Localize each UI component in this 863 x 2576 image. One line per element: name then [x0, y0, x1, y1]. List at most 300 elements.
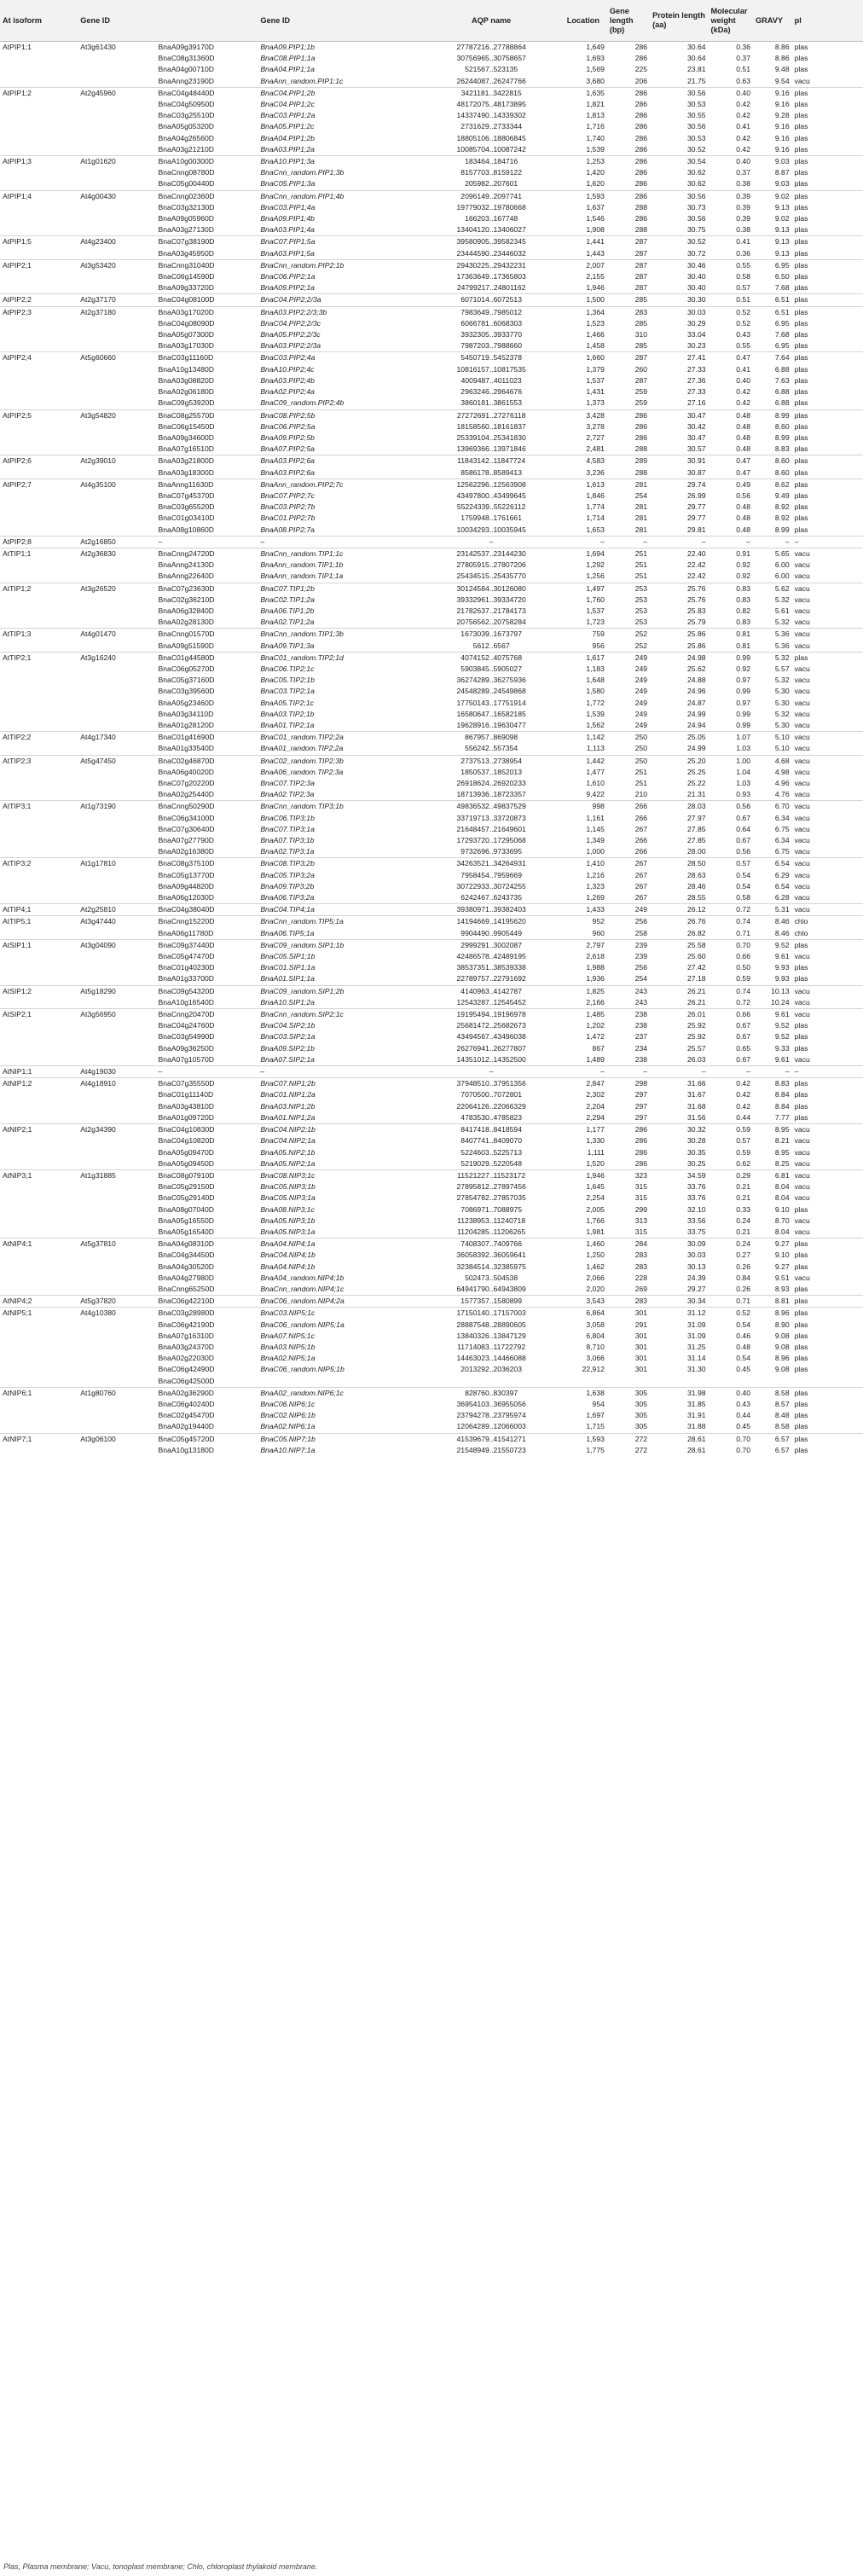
cell-bnapus-gene-id: BnaC06g42490D — [158, 1365, 215, 1374]
cell-aqp-name: BnaA05.PIP2;2/3c — [260, 330, 321, 339]
cell-bnapus-gene-id: BnaC05g00440D — [158, 179, 215, 189]
table-row — [0, 444, 863, 455]
cell-at-isoform — [0, 641, 78, 653]
col-header-aqp-name: Gene ID — [258, 0, 418, 42]
cell-protein-length: 251 — [634, 571, 648, 581]
cell-gene-id: At2g37170 — [78, 294, 155, 306]
cell-at-isoform — [0, 375, 78, 386]
cell-pi: 9.02 — [753, 190, 792, 202]
cell-gene-id — [78, 248, 155, 260]
cell-at-isoform: AtTIP2;3 — [0, 755, 78, 767]
cell-location: 17750143..17751914 — [456, 698, 526, 707]
cell-gene-length: 2,254 — [586, 1193, 605, 1203]
cell-localization: plas — [794, 467, 808, 477]
cell-molecular-weight: 30.56 — [650, 190, 708, 202]
cell-pi: 8.93 — [774, 1284, 790, 1293]
cell-aqp-name — [258, 1376, 418, 1388]
cell-pi: 6.75 — [774, 824, 790, 833]
cell-location: 2096149..2097741 — [419, 190, 565, 202]
cell-aqp-name: BnaC04.NIP2;1b — [258, 1124, 418, 1136]
cell-gravy: 0.21 — [736, 1227, 750, 1236]
cell-bnapus-gene-id: BnaA05g09470D — [158, 1147, 214, 1157]
cell-gene-id: At3g61430 — [80, 43, 116, 51]
cell-location: 13404120..13406027 — [456, 225, 526, 235]
cell-gravy: 1.03 — [736, 744, 750, 753]
cell-location: 41539679..41541271 — [419, 1433, 565, 1445]
table-row — [0, 502, 863, 513]
cell-gene-length: 1,645 — [586, 1182, 605, 1192]
cell-protein-length: 301 — [634, 1342, 648, 1351]
cell-gene-length: 1,523 — [586, 318, 605, 328]
cell-molecular-weight: 29.77 — [687, 513, 706, 523]
cell-gene-length: 1,269 — [586, 893, 605, 902]
cell-gravy: 0.45 — [736, 1365, 750, 1374]
table-row — [0, 916, 863, 928]
cell-gene-id — [78, 1342, 155, 1353]
cell-at-isoform — [0, 1031, 78, 1042]
cell-at-isoform — [0, 167, 78, 178]
cell-bnapus-gene-id: BnaA05g23460D — [158, 698, 214, 707]
table-row — [0, 42, 863, 54]
cell-pi: 9.52 — [774, 1021, 790, 1030]
table-header — [0, 0, 863, 42]
cell-gene-id: At3g53420 — [78, 259, 155, 271]
cell-molecular-weight: 26.21 — [650, 985, 708, 997]
cell-gene-length: 2,005 — [586, 1204, 605, 1214]
cell-gravy: 1.04 — [736, 767, 750, 776]
table-row — [0, 64, 863, 75]
cell-gene-id: At2g37180 — [78, 306, 155, 318]
cell-gene-id — [78, 432, 155, 444]
cell-localization: vacu — [794, 1215, 810, 1225]
table-row — [0, 985, 863, 997]
cell-molecular-weight: – — [650, 1066, 708, 1078]
cell-molecular-weight: 30.13 — [687, 1262, 706, 1271]
cell-aqp-name: BnaA03.PIP1;5a — [260, 248, 315, 258]
cell-aqp-name: BnaC06_random.NIP4;2a — [258, 1296, 418, 1308]
cell-pi: 6.57 — [753, 1433, 792, 1445]
table-row — [0, 352, 863, 364]
cell-protein-length: 285 — [634, 318, 648, 328]
cell-gene-length: 1,497 — [565, 583, 607, 595]
cell-localization: vacu — [792, 1124, 863, 1136]
cell-gene-id — [78, 490, 155, 502]
cell-pi: – — [753, 536, 792, 548]
cell-bnapus-gene-id: BnaC07g45370D — [158, 490, 215, 500]
cell-bnapus-gene-id: BnaC03g54990D — [158, 1032, 215, 1041]
cell-bnapus-gene-id: BnaAnng23190D — [158, 76, 214, 85]
cell-protein-length: 259 — [634, 398, 648, 408]
cell-protein-length: 301 — [634, 1354, 648, 1363]
cell-molecular-weight: 30.47 — [650, 409, 708, 421]
cell-location: 36954103..36955056 — [456, 1399, 526, 1408]
cell-pi: 5.32 — [774, 709, 790, 718]
cell-protein-length: 250 — [634, 744, 648, 753]
cell-gene-id — [78, 1043, 155, 1054]
cell-protein-length: 283 — [634, 1250, 648, 1260]
cell-localization: plas — [794, 1032, 808, 1041]
cell-gene-id — [78, 397, 155, 409]
cell-protein-length: 256 — [634, 963, 648, 972]
cell-localization: chlo — [792, 916, 863, 928]
cell-localization: plas — [794, 65, 808, 74]
table-row — [0, 409, 863, 421]
cell-localization: plas — [794, 1250, 808, 1260]
table-row — [0, 1421, 863, 1433]
cell-location: 19779032..19780668 — [456, 202, 526, 212]
cell-at-isoform — [0, 271, 78, 282]
cell-aqp-name: BnaA05.NIP3;1a — [260, 1227, 316, 1236]
cell-localization: plas — [794, 444, 808, 454]
cell-gravy: 0.92 — [736, 560, 750, 570]
cell-gene-id — [78, 144, 155, 156]
cell-bnapus-gene-id: BnaC07g38190D — [156, 236, 258, 248]
cell-gene-id — [78, 892, 155, 904]
cell-gene-length: 1,373 — [586, 398, 605, 408]
cell-localization: plas — [794, 387, 808, 397]
cell-aqp-name: BnaA08.PIP2;7a — [260, 525, 315, 534]
cell-gene-id: At1g80760 — [78, 1387, 155, 1399]
table-row — [0, 1101, 863, 1112]
cell-localization: plas — [794, 111, 808, 120]
cell-pi: 9.03 — [774, 179, 790, 189]
cell-gravy: 0.99 — [709, 652, 753, 664]
cell-location: 9732696..9733695 — [460, 847, 522, 856]
cell-localization: plas — [794, 248, 808, 258]
cell-location: 29430225..29432231 — [419, 259, 565, 271]
cell-molecular-weight: 25.22 — [687, 779, 706, 787]
cell-gene-length: 1,379 — [586, 364, 605, 374]
cell-molecular-weight: 25.60 — [687, 952, 706, 961]
cell-aqp-name: BnaA06.TIP3;2a — [260, 893, 315, 902]
cell-localization: vacu — [794, 1227, 810, 1236]
cell-location: 10085704..10087242 — [456, 144, 526, 154]
cell-bnapus-gene-id: BnaC05g29150D — [158, 1182, 215, 1192]
cell-gene-length: 952 — [565, 916, 607, 928]
cell-localization: vacu — [792, 985, 863, 997]
cell-pi: 6.88 — [774, 364, 790, 374]
cell-localization: vacu — [794, 1147, 810, 1157]
cell-aqp-name: BnaA06.TIP5;1a — [260, 928, 315, 937]
cell-gene-length: 1,936 — [586, 974, 605, 983]
cell-pi: 9.16 — [774, 144, 790, 154]
cell-molecular-weight: 31.09 — [687, 1331, 706, 1340]
cell-protein-length: 249 — [634, 676, 648, 685]
cell-gene-length: 1,485 — [565, 1009, 607, 1021]
cell-molecular-weight: 30.34 — [650, 1296, 708, 1308]
cell-localization: plas — [794, 432, 808, 442]
cell-molecular-weight: 28.46 — [687, 881, 706, 891]
cell-gene-id: At5g37810 — [78, 1239, 155, 1250]
cell-at-isoform: AtPIP1;3 — [0, 156, 78, 168]
cell-bnapus-gene-id: BnaAnng11630D — [156, 479, 258, 490]
cell-aqp-name: BnaA03.PIP2;6a — [258, 455, 418, 467]
cell-protein-length: 269 — [634, 1284, 648, 1293]
cell-pi: 6.29 — [774, 870, 790, 879]
cell-protein-length: 243 — [607, 985, 650, 997]
cell-gene-length: 1,946 — [565, 1169, 607, 1181]
cell-localization: – — [792, 1066, 863, 1078]
cell-gene-id — [78, 835, 155, 846]
cell-localization: vacu — [794, 720, 810, 729]
cell-pi: 9.13 — [774, 248, 790, 258]
cell-molecular-weight: 25.76 — [687, 595, 706, 604]
cell-gravy: 0.81 — [709, 629, 753, 641]
cell-molecular-weight: 23.81 — [687, 65, 706, 74]
cell-protein-length: 238 — [634, 1021, 648, 1030]
table-row — [0, 641, 863, 653]
cell-location: 19628916..19630477 — [456, 720, 526, 729]
cell-location: 14463023..14466088 — [456, 1354, 526, 1363]
cell-at-isoform — [0, 1192, 78, 1204]
table-row — [0, 1353, 863, 1364]
cell-localization: vacu — [794, 813, 810, 822]
table-row — [0, 548, 863, 560]
cell-bnapus-gene-id: BnaA07g16510D — [158, 444, 214, 454]
cell-pi: 8.83 — [753, 1078, 792, 1090]
cell-gene-id — [78, 1215, 155, 1227]
cell-protein-length: 253 — [607, 583, 650, 595]
cell-gene-id — [78, 1181, 155, 1192]
cell-bnapus-gene-id: BnaCnng08780D — [158, 168, 215, 177]
cell-bnapus-gene-id: BnaA08g07040D — [158, 1204, 214, 1214]
cell-localization: vacu — [794, 560, 810, 570]
cell-localization: vacu — [794, 618, 810, 627]
cell-localization: vacu — [794, 847, 810, 856]
cell-bnapus-gene-id: BnaC05g45720D — [156, 1433, 258, 1445]
cell-gene-id — [78, 213, 155, 224]
cell-bnapus-gene-id: BnaC06g42210D — [156, 1296, 258, 1308]
cell-molecular-weight: 30.32 — [650, 1124, 708, 1136]
cell-localization: plas — [794, 1331, 808, 1340]
cell-location: 18713936..18723357 — [456, 790, 526, 799]
cell-location: 19195494..19196978 — [419, 1009, 565, 1021]
cell-protein-length: 210 — [634, 790, 648, 799]
cell-molecular-weight: 30.64 — [687, 43, 706, 51]
col-header-gene-length: Location — [565, 0, 607, 42]
cell-protein-length: 286 — [634, 179, 648, 189]
cell-location: 11714083..11722792 — [457, 1342, 526, 1351]
cell-gravy: 0.84 — [736, 1273, 750, 1282]
cell-pi: 6.95 — [774, 318, 790, 328]
cell-at-isoform — [0, 973, 78, 985]
cell-gravy: 0.97 — [736, 676, 750, 685]
cell-gene-length: 6,804 — [586, 1331, 605, 1340]
cell-gravy: 0.46 — [736, 1331, 750, 1340]
cell-aqp-name: BnaCnn_random.PIP1;3b — [260, 168, 345, 177]
cell-gravy: 0.81 — [736, 641, 750, 650]
cell-at-isoform: AtNIP1;2 — [0, 1078, 78, 1090]
cell-localization: plas — [794, 364, 808, 374]
cell-localization: plas — [794, 133, 808, 142]
cell-protein-length: 249 — [634, 687, 648, 696]
cell-pi: 6.34 — [774, 813, 790, 822]
cell-gravy: 0.74 — [709, 985, 753, 997]
cell-protein-length: 281 — [634, 525, 648, 534]
cell-at-isoform — [0, 224, 78, 236]
cell-bnapus-gene-id: BnaC02g46870D — [156, 755, 258, 767]
cell-gravy: 0.74 — [709, 916, 753, 928]
cell-pi: 5.32 — [774, 595, 790, 604]
cell-at-isoform: AtTIP1;1 — [0, 548, 78, 560]
cell-location: 6066781..6068303 — [460, 318, 522, 328]
cell-at-isoform: AtPIP2;7 — [0, 479, 78, 490]
cell-aqp-name: BnaC06.PIP2;1a — [260, 272, 316, 281]
cell-localization: plas — [794, 1262, 808, 1271]
cell-aqp-name: BnaA02.NIP6;1a — [260, 1422, 316, 1431]
cell-bnapus-gene-id: BnaA10g13480D — [158, 364, 214, 374]
cell-gene-id — [78, 1135, 155, 1146]
cell-gene-id — [78, 664, 155, 675]
cell-molecular-weight: 30.03 — [687, 1250, 706, 1260]
cell-pi: 9.48 — [774, 65, 790, 74]
table-row — [0, 178, 863, 190]
cell-at-isoform — [0, 1410, 78, 1421]
cell-localization: plas — [794, 1411, 808, 1420]
cell-protein-length: 266 — [634, 836, 648, 845]
cell-bnapus-gene-id: BnaC08g07910D — [156, 1169, 258, 1181]
cell-protein-length: 286 — [634, 111, 648, 120]
cell-protein-length: – — [607, 1066, 650, 1078]
cell-localization: plas — [792, 1387, 863, 1399]
cell-bnapus-gene-id: BnaAnng22640D — [158, 571, 214, 581]
cell-molecular-weight: 28.50 — [650, 858, 708, 870]
cell-protein-length: 249 — [634, 698, 648, 707]
cell-localization: plas — [792, 294, 863, 306]
cell-at-isoform — [0, 813, 78, 824]
cell-location: 6071014..6072513 — [419, 294, 565, 306]
cell-molecular-weight: 30.75 — [687, 225, 706, 235]
cell-aqp-name: BnaA04.PIP1;2b — [260, 133, 315, 142]
cell-gravy: 0.55 — [709, 259, 753, 271]
cell-molecular-weight: 28.63 — [687, 870, 706, 879]
cell-pi: 8.87 — [774, 168, 790, 177]
cell-gene-length: 6,864 — [565, 1308, 607, 1320]
cell-gravy: 0.36 — [736, 248, 750, 258]
cell-gene-length: 1,292 — [586, 560, 605, 570]
cell-protein-length: 256 — [607, 916, 650, 928]
cell-gene-length: 1,638 — [565, 1387, 607, 1399]
cell-at-isoform — [0, 606, 78, 617]
cell-localization: vacu — [792, 904, 863, 916]
cell-aqp-name: BnaA04.PIP1;1a — [260, 65, 315, 74]
cell-location: 4009487..4011023 — [460, 375, 522, 385]
cell-aqp-name: BnaA10.SIP1;2a — [260, 997, 315, 1007]
cell-location: 8586178..8589413 — [460, 467, 522, 477]
cell-location: 5224603..5225713 — [460, 1147, 522, 1157]
cell-aqp-name: BnaA03.NIP5;1b — [260, 1342, 316, 1351]
cell-pi: 9.61 — [774, 1054, 790, 1064]
cell-gravy: 0.59 — [736, 974, 750, 983]
cell-protein-length: 286 — [634, 122, 648, 131]
cell-at-isoform — [0, 1376, 78, 1388]
cell-bnapus-gene-id: BnaC03g65520D — [158, 502, 215, 512]
cell-localization: plas — [794, 54, 808, 63]
cell-at-isoform: AtNIP1;1 — [0, 1066, 78, 1078]
cell-gene-id — [78, 709, 155, 720]
cell-molecular-weight: 34.59 — [650, 1169, 708, 1181]
cell-protein-length: 315 — [634, 1227, 648, 1236]
cell-pi: 8.60 — [774, 421, 790, 431]
cell-bnapus-gene-id: BnaC03g32130D — [158, 202, 215, 212]
cell-molecular-weight: 31.56 — [687, 1112, 706, 1122]
cell-gravy: 0.57 — [736, 1136, 750, 1146]
cell-gene-id — [78, 99, 155, 110]
cell-at-isoform — [0, 1284, 78, 1296]
cell-molecular-weight: 27.41 — [650, 352, 708, 364]
cell-at-isoform: AtSIP2;1 — [0, 1009, 78, 1021]
cell-pi: 9.03 — [753, 156, 792, 168]
cell-localization: plas — [794, 963, 808, 972]
cell-gene-id — [78, 1331, 155, 1342]
cell-at-isoform — [0, 432, 78, 444]
cell-pi: 8.04 — [774, 1193, 790, 1203]
cell-location: 39580905..39582345 — [419, 236, 565, 248]
cell-bnapus-gene-id: BnaC09g37440D — [156, 939, 258, 951]
cell-bnapus-gene-id: BnaA03g21210D — [158, 144, 214, 154]
table-row — [0, 421, 863, 432]
cell-gene-length: 998 — [565, 801, 607, 813]
cell-location: 24799217..24801162 — [456, 283, 526, 293]
cell-at-isoform — [0, 1215, 78, 1227]
cell-gene-length: 1,330 — [586, 1136, 605, 1146]
cell-molecular-weight: 30.54 — [650, 156, 708, 168]
cell-bnapus-gene-id: BnaA09g44820D — [158, 881, 214, 891]
cell-at-isoform — [0, 513, 78, 524]
cell-molecular-weight: 26.03 — [687, 1054, 706, 1064]
cell-gene-id — [78, 1158, 155, 1170]
cell-bnapus-gene-id: BnaC06g42190D — [158, 1320, 215, 1329]
cell-at-isoform — [0, 364, 78, 375]
cell-localization: vacu — [794, 1273, 810, 1282]
table-row — [0, 386, 863, 397]
cell-pi: 8.96 — [774, 1354, 790, 1363]
cell-gene-length: 2,302 — [586, 1090, 605, 1099]
cell-localization: plas — [794, 179, 808, 189]
cell-gene-id: At3g04090 — [78, 939, 155, 951]
cell-gene-id — [78, 846, 155, 858]
cell-molecular-weight: 30.03 — [650, 306, 708, 318]
cell-location: 6242467..6243735 — [460, 893, 522, 902]
cell-gene-id: At1g31885 — [78, 1169, 155, 1181]
cell-protein-length: 315 — [634, 1193, 648, 1203]
cell-location: 21548949..21550723 — [456, 1445, 526, 1454]
cell-pi: 9.33 — [774, 1043, 790, 1053]
cell-pi: 8.92 — [774, 502, 790, 512]
table-row — [0, 397, 863, 409]
table-row — [0, 329, 863, 340]
table-row — [0, 595, 863, 606]
cell-gene-id — [78, 1410, 155, 1421]
cell-localization: vacu — [794, 687, 810, 696]
cell-pi: 9.13 — [774, 202, 790, 212]
cell-location: 39380971..39382403 — [419, 904, 565, 916]
cell-gene-length: 1,766 — [586, 1215, 605, 1225]
cell-molecular-weight: 27.33 — [687, 364, 706, 374]
cell-gravy: 0.93 — [736, 790, 750, 799]
cell-gravy: 0.56 — [736, 490, 750, 500]
cell-location: 11238953..11240718 — [457, 1215, 526, 1225]
cell-gene-length: 1,183 — [586, 664, 605, 673]
cell-pi: 8.58 — [753, 1387, 792, 1399]
table-row — [0, 236, 863, 248]
cell-localization: vacu — [794, 893, 810, 902]
cell-bnapus-gene-id: BnaA09g39170D — [158, 43, 214, 51]
cell-location: 14351012..14352500 — [456, 1054, 526, 1064]
cell-bnapus-gene-id: BnaA05g07300D — [158, 330, 214, 339]
cell-at-isoform — [0, 709, 78, 720]
cell-gravy: 0.51 — [736, 65, 750, 74]
